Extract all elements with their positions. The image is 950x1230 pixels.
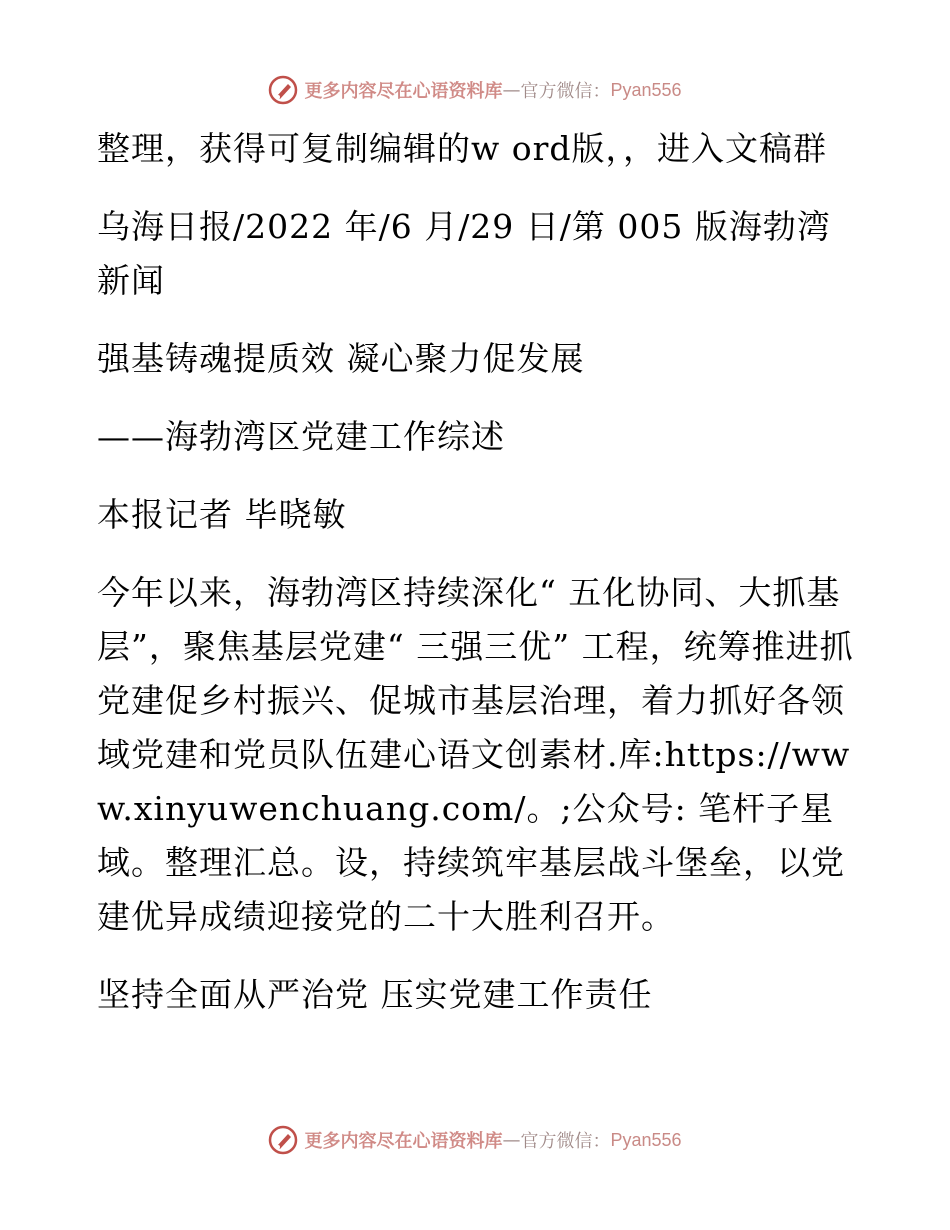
article-title: 强基铸魂提质效 凝心聚力促发展 [97, 339, 585, 378]
pen-seal-logo-icon [268, 75, 298, 105]
watermark-account-label: 官方微信： [520, 1131, 611, 1152]
watermark-account-id: Pyan556 [610, 79, 682, 100]
article-byline: 本报记者 毕晓敏 [97, 495, 347, 534]
watermark-account-id: Pyan556 [610, 1129, 682, 1150]
watermark-banner-bottom [0, 1120, 950, 1160]
watermark-separator: — [502, 79, 521, 101]
watermark-separator: — [502, 1129, 521, 1151]
pen-seal-logo-icon [268, 1125, 298, 1155]
article-subtitle: ——海勃湾区党建工作综述 [97, 417, 505, 456]
paragraph-intro: 整理，获得可复制编辑的w ord版，，进入文稿群 [97, 129, 828, 168]
paragraph-body: 今年以来，海勃湾区持续深化“ 五化协同、大抓基层”，聚焦基层党建“ 三强三优” 工程，统筹推进抓党建促乡村振兴、促城市基层治理，着力抓好各领域党建和党员队伍建心语文创素材.库:https://www.xinyuwenchuang.com/。;公众号: 笔杆子星域。整理汇总。设，持续筑牢基层战斗堡垒，以党建优异成绩迎接党的二十大胜利召开。 [97, 573, 854, 936]
watermark-text: 更多内容尽在心语资料库 [304, 1131, 503, 1152]
watermark-banner-top [0, 70, 950, 110]
paragraph-source: 乌海日报/2022 年/6 月/29 日/第 005 版海勃湾新闻 [97, 207, 831, 300]
watermark-account-label: 官方微信： [520, 81, 611, 102]
section-heading: 坚持全面从严治党 压实党建工作责任 [97, 975, 653, 1014]
document-body [97, 122, 857, 1022]
watermark-text: 更多内容尽在心语资料库 [304, 81, 503, 102]
